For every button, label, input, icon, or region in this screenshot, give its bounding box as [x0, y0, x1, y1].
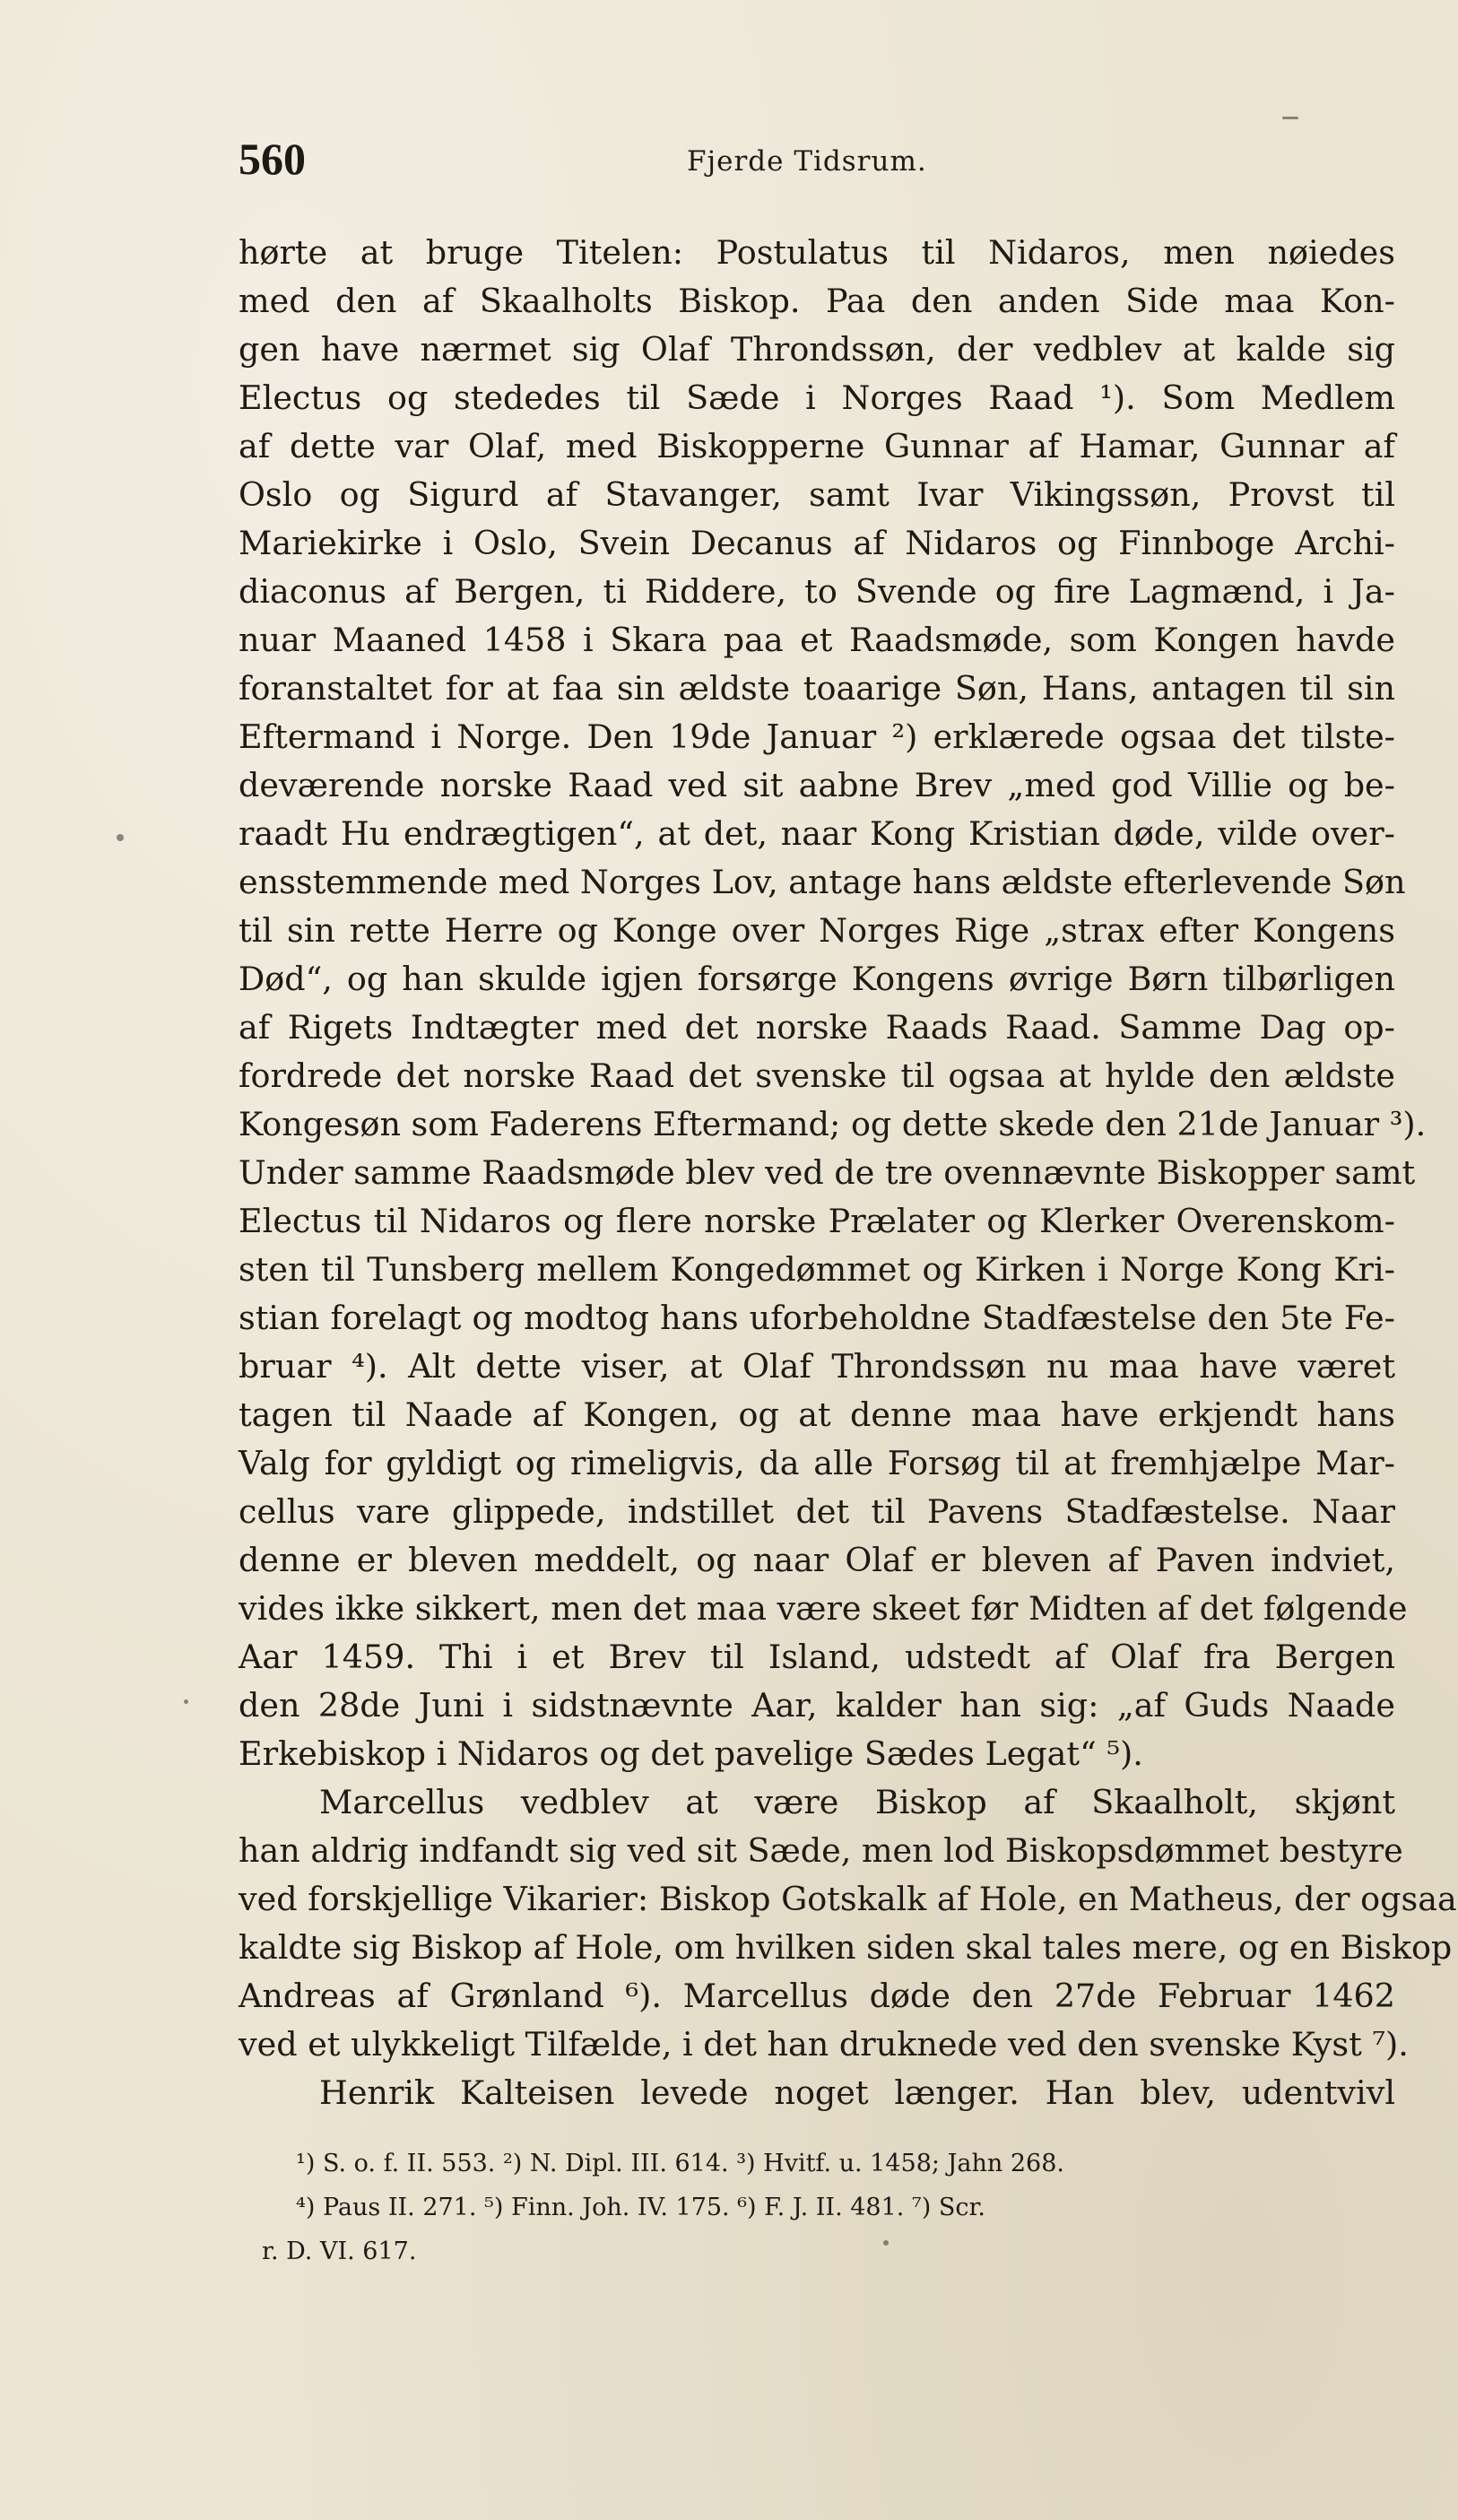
text-line: foranstaltet for at faa sin ældste toaarige Søn, Hans, antagen til sin [239, 669, 1395, 708]
text-line: han aldrig indfandt sig ved sit Sæde, men lod Biskopsdømmet bestyre [239, 1831, 1403, 1870]
text-line: Andreas af Grønland ⁶). Marcellus døde den 27de Februar 1462 [239, 1977, 1395, 2015]
ink-speck [883, 2240, 889, 2246]
text-line: Henrik Kalteisen levede noget længer. Han blev, udentvivl [319, 2073, 1395, 2112]
text-line: Electus og stededes til Sæde i Norges Raad ¹). Som Medlem [239, 378, 1395, 417]
text-line: Oslo og Sigurd af Stavanger, samt Ivar Vikingssøn, Provst til [239, 475, 1395, 514]
body-text [239, 229, 1457, 2117]
text-line: Valg for gyldigt og rimeligvis, da alle Forsøg til at fremhjælpe Mar- [239, 1444, 1395, 1482]
ink-speck [117, 834, 124, 841]
text-line: ved forskjellige Vikarier: Biskop Gotskalk af Hole, en Matheus, der ogsaa [239, 1880, 1457, 1918]
page-number: 560 [239, 134, 306, 184]
text-line: af Rigets Indtægter med det norske Raads Raad. Samme Dag op- [239, 1008, 1395, 1047]
page-header [239, 133, 1404, 196]
text-line: til sin rette Herre og Konge over Norges Rige „strax efter Kongens [239, 911, 1395, 950]
text-line: Kongesøn som Faderens Eftermand; og dette skede den 21de Januar ³). [239, 1105, 1427, 1143]
text-line: den 28de Juni i sidstnævnte Aar, kalder han sig: „af Guds Naade [239, 1686, 1395, 1725]
ink-speck [1282, 117, 1298, 119]
text-line: stian forelagt og modtog hans uforbeholdne Stadfæstelse den 5te Fe- [239, 1299, 1395, 1337]
text-line: af dette var Olaf, med Biskopperne Gunnar af Hamar, Gunnar af [239, 427, 1395, 465]
text-line: ved et ulykkeligt Tilfælde, i det han druknede ved den svenske Kyst ⁷). [239, 2025, 1409, 2064]
text-line: Mariekirke i Oslo, Svein Decanus af Nidaros og Finnboge Archi- [239, 524, 1395, 562]
text-line: denne er bleven meddelt, og naar Olaf er bleven af Paven indviet, [239, 1541, 1395, 1579]
text-line: Electus til Nidaros og flere norske Prælater og Klerker Overenskom- [239, 1202, 1395, 1240]
text-line: hørte at bruge Titelen: Postulatus til Nidaros, men nøiedes [239, 233, 1395, 272]
text-line: gen have nærmet sig Olaf Throndssøn, der vedblev at kalde sig [239, 330, 1395, 369]
text-line: kaldte sig Biskop af Hole, om hvilken siden skal tales mere, og en Biskop [239, 1928, 1453, 1967]
text-line: bruar ⁴). Alt dette viser, at Olaf Throndssøn nu maa have været [239, 1347, 1395, 1386]
text-line: nuar Maaned 1458 i Skara paa et Raadsmøde, som Kongen havde [239, 621, 1395, 659]
text-line: Erkebiskop i Nidaros og det pavelige Sædes Legat“ ⁵). [239, 1734, 1143, 1773]
text-line: Aar 1459. Thi i et Brev til Island, udstedt af Olaf fra Bergen [239, 1638, 1395, 1676]
text-line: Under samme Raadsmøde blev ved de tre ovennævnte Biskopper samt [239, 1153, 1416, 1192]
text-line: med den af Skaalholts Biskop. Paa den anden Side maa Kon- [239, 282, 1395, 320]
text-line: diaconus af Bergen, ti Riddere, to Svende og fire Lagmænd, i Ja- [239, 572, 1395, 611]
text-line: vides ikke sikkert, men det maa være skeet før Midten af det følgende [239, 1589, 1408, 1628]
text-line: Eftermand i Norge. Den 19de Januar ²) erklærede ogsaa det tilste- [239, 717, 1395, 756]
ink-speck [184, 1699, 188, 1704]
text-line: sten til Tunsberg mellem Kongedømmet og Kirken i Norge Kong Kri- [239, 1250, 1395, 1289]
text-line: Død“, og han skulde igjen forsørge Kongens øvrige Børn tilbørligen [239, 960, 1395, 998]
footnote-line: r. D. VI. 617. [262, 2238, 417, 2265]
text-line: raadt Hu endrægtigen“, at det, naar Kong Kristian døde, vilde over- [239, 814, 1395, 853]
running-title: Fjerde Tidsrum. [687, 145, 927, 178]
text-line: ensstemmende med Norges Lov, antage hans ældste efterlevende Søn [239, 863, 1406, 901]
text-line: Marcellus vedblev at være Biskop af Skaalholt, skjønt [319, 1783, 1395, 1821]
footnote-line: ¹) S. o. f. II. 553. ²) N. Dipl. III. 614. ³) Hvitf. u. 1458; Jahn 268. [296, 2150, 1064, 2177]
text-line: fordrede det norske Raad det svenske til ogsaa at hylde den ældste [239, 1056, 1395, 1095]
text-line: tagen til Naade af Kongen, og at denne maa have erkjendt hans [239, 1395, 1395, 1434]
footnotes [262, 2142, 1399, 2273]
text-line: cellus vare glippede, indstillet det til Pavens Stadfæstelse. Naar [239, 1492, 1395, 1531]
footnote-line: ⁴) Paus II. 271. ⁵) Finn. Joh. IV. 175. ⁶) F. J. II. 481. ⁷) Scr. [296, 2194, 986, 2221]
text-line: deværende norske Raad ved sit aabne Brev „med god Villie og be- [239, 766, 1395, 804]
